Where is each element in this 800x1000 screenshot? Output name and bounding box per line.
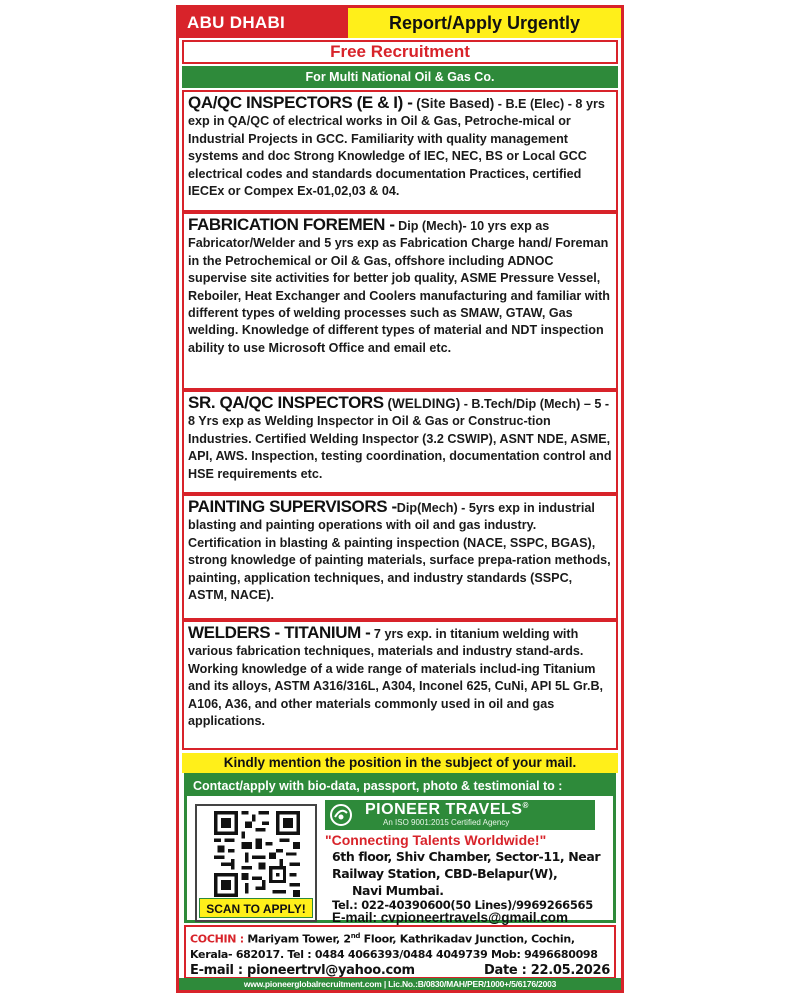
job-advertisement	[176, 5, 624, 993]
job-description: Dip(Mech) - 5yrs exp in industrial blasting and painting operations with oil and gas industry. Certification in blasting & painting inspection (NACE, SSPC, BGAS), strong knowledge of painting materials, surface prepa-ration methods, painting, application techniques, and industry standards (SSPC, ASTM, NACE).	[188, 501, 611, 603]
job-description: - B.E (Elec) - 8 yrs exp in QA/QC of electrical works in Oil & Gas, Petroche-mical or Industrial Projects in GCC. Familiarity with quality management systems and doc Strong Knowledge of IEC, NEC, BS or Local GCC electrical codes and standards documentation Practices, certified IECEx or Compex Ex-01,02,03 & 04.	[188, 97, 605, 199]
job-title: QA/QC INSPECTORS (E & I) -	[188, 93, 413, 112]
pioneer-logo-icon	[329, 803, 353, 827]
job-description: - B.Tech/Dip (Mech) – 5 - 8 Yrs exp as Welding Inspector in Oil & Gas or Construc-tion Industries. Certified Welding Inspector (3.2 CSWIP), ASNT NDE, ASME, API, AWS. Inspection, testing coordination, documentation control and HSE requirements etc.	[188, 397, 612, 481]
job-qualifier: (WELDING)	[383, 396, 461, 411]
qr-panel[interactable]	[195, 804, 317, 922]
job-title: FABRICATION FOREMEN -	[188, 215, 395, 234]
job-title: PAINTING SUPERVISORS -	[188, 497, 397, 516]
job-sr-qaqc-welding	[182, 390, 618, 494]
ad-date: Date : 22.05.2026	[484, 962, 610, 978]
urgent-banner: Report/Apply Urgently	[345, 8, 621, 38]
header-row	[179, 8, 621, 38]
cochin-label: COCHIN :	[190, 932, 244, 946]
cochin-office	[184, 925, 616, 979]
logo-name: PIONEER TRAVELS®	[365, 801, 529, 818]
free-recruitment-banner: Free Recruitment	[182, 40, 618, 64]
cochin-email-date-row	[190, 962, 610, 979]
cochin-address: COCHIN : Mariyam Tower, 2nd Floor, Kathrikadav Junction, Cochin, Kerala- 682017. Tel : 0484 4066393/0484 4049739 Mob: 9496680098	[190, 932, 598, 961]
city-label: ABU DHABI	[179, 8, 345, 38]
job-fabrication-foremen	[182, 212, 618, 390]
footer-website-license[interactable]: www.pioneerglobalrecruitment.com | Lic.No.:B/0830/MAH/PER/1000+/5/6176/2003	[179, 978, 621, 990]
contact-email[interactable]: E-mail: cvpioneertravels@gmail.com	[332, 910, 568, 925]
subject-note: Kindly mention the position in the subject of your mail.	[182, 753, 618, 773]
job-qualifier: (Site Based)	[412, 96, 495, 111]
job-title: WELDERS - TITANIUM -	[188, 623, 371, 642]
qr-code-icon[interactable]	[211, 811, 303, 897]
job-title: SR. QA/QC INSPECTORS	[188, 393, 384, 412]
job-welders-titanium	[182, 620, 618, 750]
job-qaqc-ei	[182, 90, 618, 212]
cochin-email[interactable]: E-mail : pioneertrvl@yahoo.com	[190, 962, 415, 978]
address-line: Railway Station, CBD-Belapur(W),	[332, 866, 558, 881]
contact-heading: Contact/apply with bio-data, passport, photo & testimonial to :	[187, 776, 613, 796]
address-line: Navi Mumbai.	[352, 883, 444, 898]
pioneer-travels-logo	[325, 800, 595, 830]
logo-certification: An ISO 9001:2015 Certified Agency	[383, 818, 510, 827]
address-line: 6th floor, Shiv Chamber, Sector-11, Near	[332, 849, 601, 864]
telephone[interactable]: Tel.: 022-40390600(50 Lines)/9969266565	[332, 898, 593, 912]
job-description: Dip (Mech)- 10 yrs exp as Fabricator/Welder and 5 yrs exp as Fabrication Charge hand/ Foreman in the Petrochemical or Oil & Gas, offshore including ADNOC supervise site activities for better job quality, ASME Pressure Vessel, Reboiler, Heat Exchanger and Coolers manufacturing and familiar with different types of welding processes such as SMAW, GTAW, Gas welding. Knowledge of different types of material and NDT inspection ability to use Microsoft Office and email etc.	[188, 219, 610, 355]
job-description: 7 yrs exp. in titanium welding with various fabrication techniques, materials and industry stand-ards. Working knowledge of a wide range of materials includ-ing Titanium and its alloys, ASTM A316/316L, A304, Inconel 625, CuNi, API 5L Gr.B, A106, A36, and other materials commonly used in oil and gas applications.	[188, 627, 604, 729]
company-type-banner: For Multi National Oil & Gas Co.	[182, 66, 618, 88]
job-painting-supervisors	[182, 494, 618, 620]
scan-to-apply-label: SCAN TO APPLY!	[199, 898, 313, 918]
mumbai-address	[332, 848, 614, 899]
tagline: "Connecting Talents Worldwide!"	[325, 832, 547, 848]
contact-box	[184, 773, 616, 923]
